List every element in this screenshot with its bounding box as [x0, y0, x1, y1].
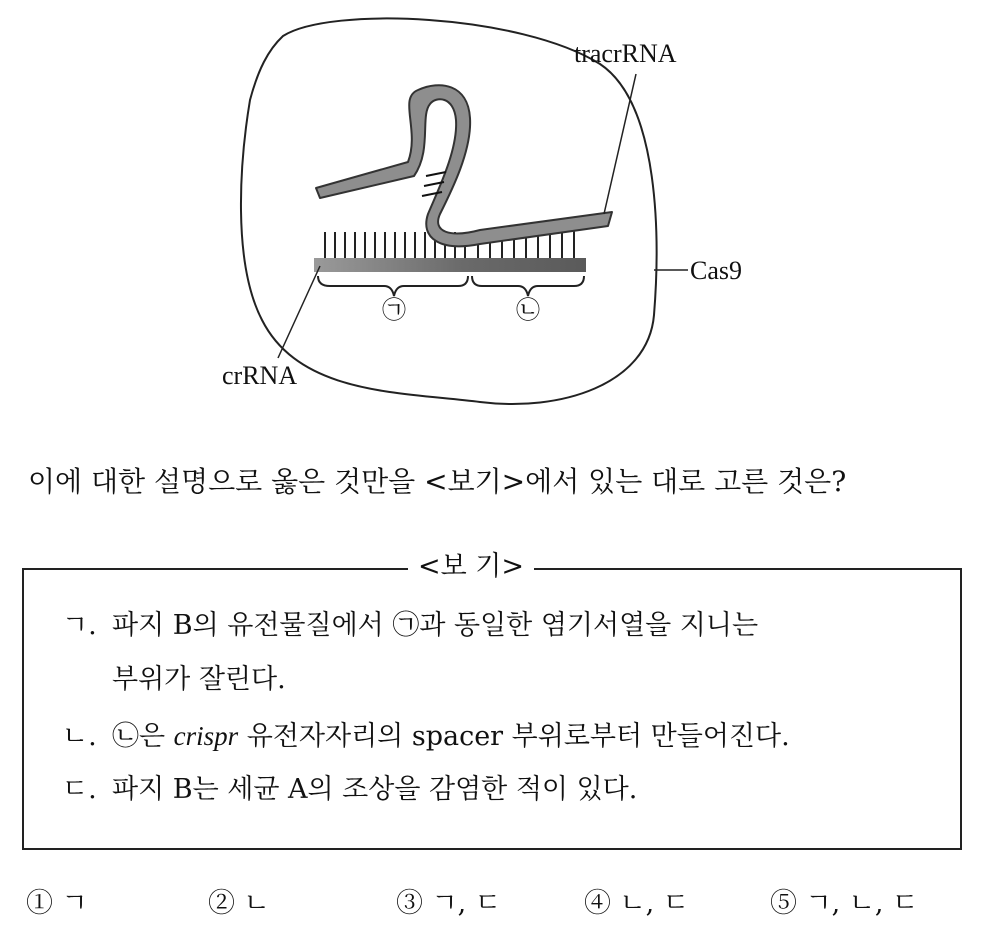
region-a-label: ㉠ [382, 296, 406, 324]
tracrrna-leader [604, 74, 636, 214]
cas9-label: Cas9 [690, 256, 742, 285]
crrna-strip [314, 258, 586, 272]
crrna-label: crRNA [222, 361, 298, 390]
cas9-crrna-diagram [0, 0, 984, 420]
bogi-item-1-continuation: 부위가 잘린다. [112, 664, 286, 695]
answer-choices [26, 886, 976, 926]
tracrrna-ribbon [316, 85, 612, 246]
bogi-item-3 [62, 772, 942, 808]
question-text: 이에 대한 설명으로 옳은 것만을 <보기>에서 있는 대로 고른 것은? [28, 465, 847, 498]
bogi-item-2 [62, 718, 942, 755]
crrna-leader [278, 266, 320, 358]
bogi-item-3-text: 파지 B는 세균 A의 조상을 감염한 적이 있다. [112, 774, 638, 805]
bogi-title: <보 기> [408, 549, 534, 585]
tracrrna-label: tracrRNA [574, 39, 677, 68]
choice-2[interactable]: ② ㄴ [208, 888, 270, 919]
bogi-item-1-mark: ㄱ. [62, 610, 97, 641]
bogi-item-1-text: 파지 B의 유전물질에서 ㉠과 동일한 염기서열을 지니는 [112, 610, 759, 641]
region-b-label: ㉡ [516, 296, 540, 324]
bogi-item-2-text-before: ㉡은 [112, 721, 174, 752]
bogi-item-3-mark: ㄷ. [62, 774, 97, 805]
region-a-bracket [318, 276, 468, 296]
choice-5[interactable]: ⑤ ㄱ, ㄴ, ㄷ [770, 888, 919, 919]
region-b-bracket [472, 276, 584, 296]
choice-3[interactable]: ③ ㄱ, ㄷ [396, 888, 501, 919]
bogi-item-2-italic: crispr [173, 721, 239, 751]
bogi-item-2-text-after: 유전자자리의 spacer 부위로부터 만들어진다. [238, 721, 790, 752]
bogi-item-2-mark: ㄴ. [62, 721, 97, 752]
choice-1[interactable]: ① ㄱ [26, 888, 88, 919]
cas9-outline [241, 18, 657, 404]
choice-4[interactable]: ④ ㄴ, ㄷ [584, 888, 689, 919]
bogi-item-1 [62, 608, 942, 644]
